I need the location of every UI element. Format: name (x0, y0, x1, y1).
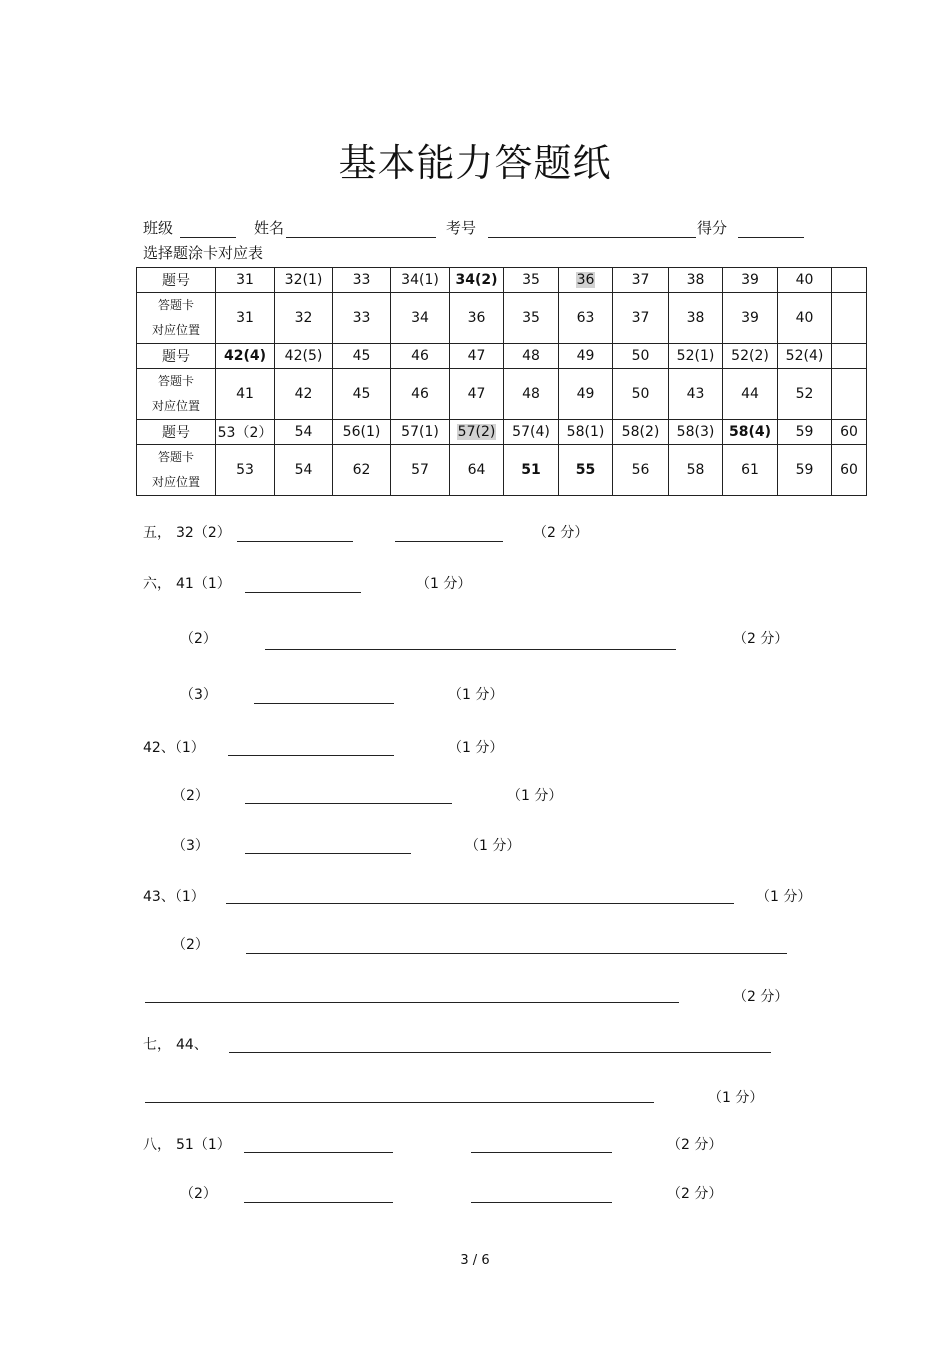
question-part: （2） (180, 1186, 217, 1202)
table-row-questions (137, 420, 867, 445)
answer-cell: 45 (333, 369, 391, 420)
question-part: （2） (172, 788, 209, 804)
score-note: （1 分） (448, 740, 504, 756)
row-header-answer (137, 293, 216, 344)
question-cell: 34(1) (391, 268, 450, 293)
class-label: 班级 (143, 219, 174, 237)
answer-cell: 63 (559, 293, 613, 344)
question-cell: 31 (216, 268, 275, 293)
score-note: （2 分） (733, 631, 789, 647)
question-cell: 33 (333, 268, 391, 293)
question-cell: 48 (504, 344, 559, 369)
question-cell (832, 268, 867, 293)
page-title: 基本能力答题纸 (338, 141, 612, 185)
answer-cell: 40 (778, 293, 832, 344)
answer-blank[interactable] (245, 592, 361, 593)
answer-cell: 47 (450, 369, 504, 420)
answer-cell: 34 (391, 293, 450, 344)
answer-blank[interactable] (145, 1002, 679, 1003)
answer-blank[interactable] (265, 649, 676, 650)
class-field[interactable] (180, 237, 236, 238)
question-cell: 34(2) (450, 268, 504, 293)
question-cell: 32(1) (275, 268, 333, 293)
question-cell: 58(4) (723, 420, 778, 445)
answer-cell: 36 (450, 293, 504, 344)
highlighted-value: 57(2) (457, 424, 496, 440)
question-number: 32（2） (176, 525, 231, 541)
answer-cell: 35 (504, 293, 559, 344)
question-cell: 37 (613, 268, 669, 293)
score-note: （2 分） (667, 1186, 723, 1202)
question-part: （2） (180, 631, 217, 647)
answer-cell: 50 (613, 369, 669, 420)
answer-cell (832, 369, 867, 420)
answer-cell: 32 (275, 293, 333, 344)
table-row-answers (137, 293, 867, 344)
answer-blank[interactable] (471, 1202, 612, 1203)
question-cell: 46 (391, 344, 450, 369)
answer-blank[interactable] (246, 953, 787, 954)
answer-blank[interactable] (244, 1152, 393, 1153)
question-part: （2） (172, 937, 209, 953)
score-label: 得分 (697, 219, 728, 237)
answer-blank[interactable] (244, 1202, 393, 1203)
score-note: （1 分） (708, 1090, 764, 1106)
question-cell (450, 420, 504, 445)
question-cell: 58(3) (669, 420, 723, 445)
question-number: 41（1） (176, 576, 231, 592)
row-header-answer-line1: 答题卡 (157, 450, 194, 464)
answer-blank[interactable] (226, 903, 734, 904)
id-field[interactable] (488, 237, 696, 238)
question-cell: 49 (559, 344, 613, 369)
row-header-answer-line1: 答题卡 (157, 374, 194, 388)
score-note: （1 分） (465, 838, 521, 854)
question-cell: 57(4) (504, 420, 559, 445)
score-field[interactable] (738, 237, 804, 238)
question-part: （3） (180, 687, 217, 703)
section-label-8: 八， (143, 1137, 171, 1153)
answer-blank[interactable] (254, 703, 394, 704)
question-cell: 47 (450, 344, 504, 369)
answer-card-table (136, 267, 867, 496)
answer-cell: 39 (723, 293, 778, 344)
row-header-answer-line2: 对应位置 (151, 323, 200, 337)
answer-cell: 46 (391, 369, 450, 420)
answer-blank[interactable] (395, 541, 503, 542)
table-row-answers (137, 369, 867, 420)
question-cell: 40 (778, 268, 832, 293)
name-label: 姓名 (254, 219, 285, 237)
row-header-answer-line1: 答题卡 (157, 298, 194, 312)
answer-cell: 53 (216, 445, 275, 496)
answer-blank[interactable] (237, 541, 353, 542)
question-number: 44、 (176, 1037, 208, 1053)
question-cell: 52(2) (723, 344, 778, 369)
score-note: （2 分） (667, 1137, 723, 1153)
answer-cell: 37 (613, 293, 669, 344)
section-label-7: 七， (143, 1037, 171, 1053)
question-number: 51（1） (176, 1137, 231, 1153)
answer-cell: 55 (559, 445, 613, 496)
answer-cell: 43 (669, 369, 723, 420)
answer-blank[interactable] (229, 1052, 771, 1053)
question-cell: 50 (613, 344, 669, 369)
question-cell: 39 (723, 268, 778, 293)
question-cell: 42(5) (275, 344, 333, 369)
answer-cell: 44 (723, 369, 778, 420)
answer-cell: 60 (832, 445, 867, 496)
question-cell: 60 (832, 420, 867, 445)
question-cell: 45 (333, 344, 391, 369)
question-cell: 58(1) (559, 420, 613, 445)
question-number: 43、（1） (143, 889, 205, 905)
row-header-answer-line2: 对应位置 (151, 399, 200, 413)
row-header-answer-line2: 对应位置 (151, 475, 200, 489)
question-cell: 52(4) (778, 344, 832, 369)
question-cell: 35 (504, 268, 559, 293)
score-note: （1 分） (507, 788, 563, 804)
answer-cell: 38 (669, 293, 723, 344)
answer-cell: 33 (333, 293, 391, 344)
score-note: （2 分） (733, 989, 789, 1005)
answer-blank[interactable] (245, 803, 452, 804)
row-header-answer (137, 369, 216, 420)
table-row-questions (137, 268, 867, 293)
row-header-answer (137, 445, 216, 496)
answer-cell: 61 (723, 445, 778, 496)
highlighted-value: 36 (576, 272, 595, 288)
answer-cell: 52 (778, 369, 832, 420)
question-cell: 59 (778, 420, 832, 445)
question-cell: 42(4) (216, 344, 275, 369)
score-note: （1 分） (756, 889, 812, 905)
answer-cell: 58 (669, 445, 723, 496)
answer-cell: 56 (613, 445, 669, 496)
answer-blank[interactable] (471, 1152, 612, 1153)
answer-cell: 64 (450, 445, 504, 496)
answer-cell: 51 (504, 445, 559, 496)
question-cell: 38 (669, 268, 723, 293)
answer-cell: 57 (391, 445, 450, 496)
answer-cell: 62 (333, 445, 391, 496)
question-cell (559, 268, 613, 293)
question-cell: 52(1) (669, 344, 723, 369)
answer-cell: 42 (275, 369, 333, 420)
question-cell: 53（2） (216, 420, 275, 445)
question-cell: 57(1) (391, 420, 450, 445)
answer-cell: 48 (504, 369, 559, 420)
row-header-question: 题号 (137, 268, 216, 293)
row-header-question: 题号 (137, 420, 216, 445)
section-label-6: 六， (143, 576, 171, 592)
score-note: （1 分） (416, 576, 472, 592)
name-field[interactable] (286, 237, 436, 238)
page-number: 3 / 6 (460, 1253, 490, 1268)
answer-blank[interactable] (245, 853, 411, 854)
score-note: （1 分） (448, 687, 504, 703)
answer-cell: 54 (275, 445, 333, 496)
question-cell: 58(2) (613, 420, 669, 445)
question-cell: 54 (275, 420, 333, 445)
section-label-5: 五， (143, 525, 171, 541)
answer-cell: 41 (216, 369, 275, 420)
answer-blank[interactable] (145, 1102, 654, 1103)
answer-cell: 31 (216, 293, 275, 344)
table-row-answers (137, 445, 867, 496)
table-caption: 选择题涂卡对应表 (143, 244, 264, 262)
answer-cell (832, 293, 867, 344)
question-part: （3） (172, 838, 209, 854)
answer-cell: 59 (778, 445, 832, 496)
id-label: 考号 (446, 219, 477, 237)
question-cell (832, 344, 867, 369)
score-note: （2 分） (533, 525, 589, 541)
answer-cell: 49 (559, 369, 613, 420)
row-header-question: 题号 (137, 344, 216, 369)
answer-blank[interactable] (228, 755, 394, 756)
question-number: 42、（1） (143, 740, 205, 756)
table-row-questions (137, 344, 867, 369)
question-cell: 56(1) (333, 420, 391, 445)
